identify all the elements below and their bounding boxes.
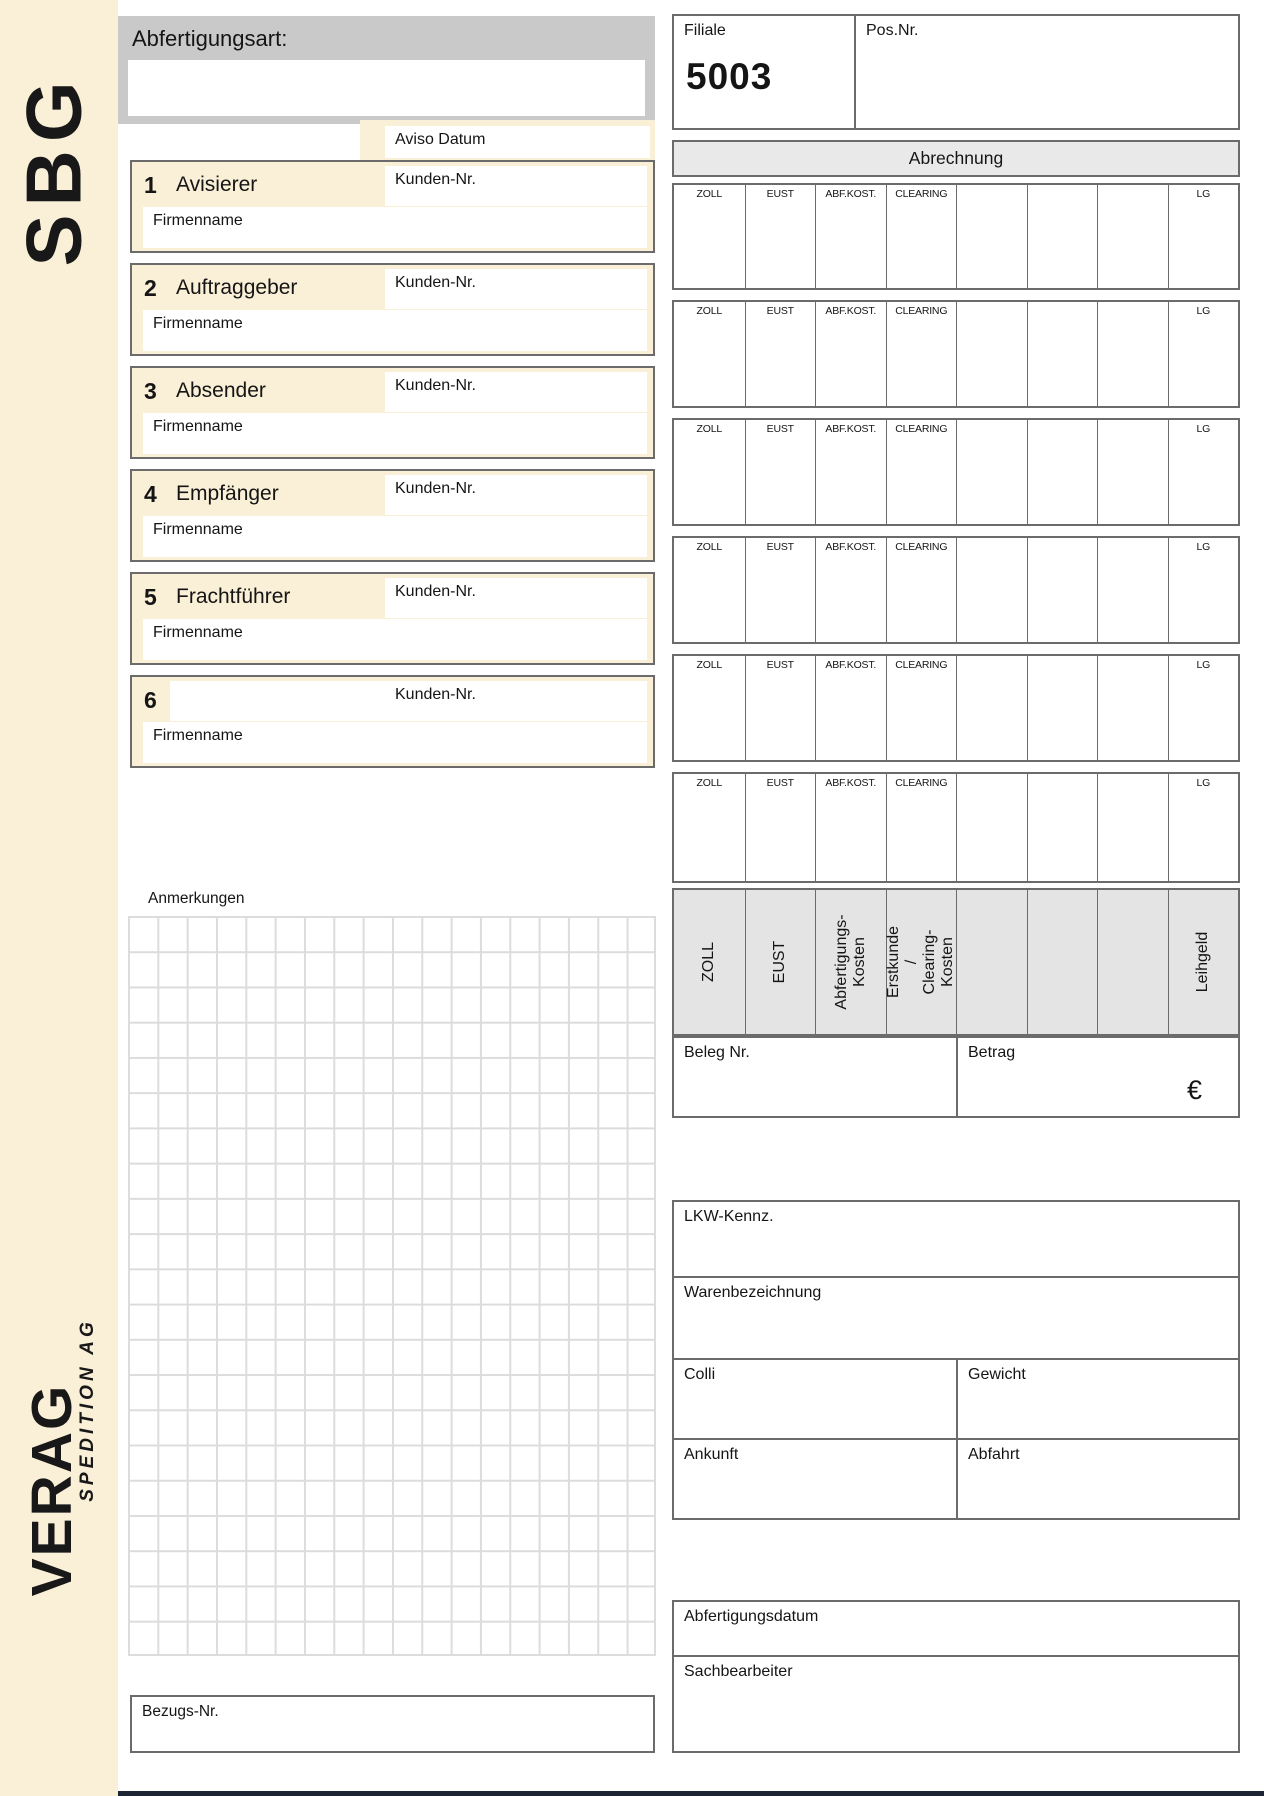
abrechnung-column-label: CLEARING (895, 541, 948, 553)
abrechnung-column-label: ZOLL (696, 659, 722, 671)
abrechnung-column-label: EUST (766, 188, 794, 200)
abrechnung-footer-label: Abfertigungs- Kosten (832, 914, 868, 1010)
firmenname-field[interactable] (143, 207, 647, 248)
firmenname-field[interactable] (143, 516, 647, 557)
section-number: 3 (144, 378, 157, 404)
abrechnung-footer-row (672, 888, 1240, 1036)
party-name-field[interactable] (170, 681, 386, 721)
sachbearbeiter-label: Sachbearbeiter (684, 1663, 793, 1680)
gewicht-label: Gewicht (968, 1366, 1026, 1383)
abrechnung-column-label: ZOLL (696, 305, 722, 317)
abrechnung-cell[interactable] (674, 420, 745, 524)
kunden-nr-label: Kunden-Nr. (395, 171, 476, 188)
abrechnung-column-label: CLEARING (895, 659, 948, 671)
beleg-nr-label: Beleg Nr. (684, 1044, 750, 1061)
colli-gewicht-row (674, 1360, 1238, 1440)
abrechnung-cell[interactable] (815, 774, 886, 881)
abrechnung-cell[interactable] (956, 185, 1027, 288)
filiale-cell (674, 16, 856, 128)
kunden-nr-label: Kunden-Nr. (395, 377, 476, 394)
ankunft-field[interactable] (674, 1440, 958, 1518)
abrechnung-cell[interactable] (886, 420, 957, 524)
aviso-datum-block (360, 120, 655, 161)
abrechnung-cell[interactable] (1027, 656, 1098, 760)
firmenname-label: Firmenname (153, 624, 243, 641)
sbg-logo: SBG (9, 73, 98, 267)
bezugs-nr-field[interactable] (130, 1695, 655, 1753)
abrechnung-row-block (672, 183, 1240, 290)
gewicht-field[interactable] (958, 1360, 1238, 1438)
abrechnung-header (672, 140, 1240, 177)
abrechnung-row-block (672, 300, 1240, 408)
abrechnung-cell[interactable] (1027, 774, 1098, 881)
section-title: Avisierer (176, 173, 258, 196)
party-section-1 (130, 160, 655, 253)
warenbezeichnung-label: Warenbezeichnung (684, 1284, 822, 1301)
abrechnung-cell[interactable] (674, 774, 745, 881)
party-section-2 (130, 263, 655, 356)
filiale-label: Filiale (684, 22, 726, 39)
warenbezeichnung-field[interactable] (674, 1278, 1238, 1360)
abrechnung-cell[interactable] (886, 185, 957, 288)
abrechnung-cell[interactable] (745, 185, 816, 288)
kunden-nr-label: Kunden-Nr. (395, 583, 476, 600)
abrechnung-cell[interactable] (1168, 420, 1239, 524)
anmerkungen-grid[interactable] (128, 916, 656, 1656)
abrechnung-column-label: EUST (766, 423, 794, 435)
ankunft-label: Ankunft (684, 1446, 739, 1463)
abrechnung-footer-cell (674, 890, 745, 1034)
abrechnung-cell[interactable] (1097, 774, 1168, 881)
abfertigungsdatum-field[interactable] (674, 1602, 1238, 1657)
colli-label: Colli (684, 1366, 716, 1383)
pos-nr-label: Pos.Nr. (866, 22, 919, 39)
kunden-nr-field[interactable] (385, 166, 647, 206)
abrechnung-column-label: LG (1196, 423, 1211, 435)
abrechnung-column-label: EUST (766, 777, 794, 789)
abrechnung-cell[interactable] (956, 774, 1027, 881)
abrechnung-column-label: EUST (766, 659, 794, 671)
abrechnung-column-label: EUST (766, 305, 794, 317)
section-number: 2 (144, 275, 157, 301)
abrechnung-cell[interactable] (1027, 538, 1098, 642)
kunden-nr-field[interactable] (385, 578, 647, 618)
kunden-nr-label: Kunden-Nr. (395, 480, 476, 497)
abrechnung-cell[interactable] (1168, 656, 1239, 760)
section-title: Absender (176, 379, 266, 402)
abfahrt-label: Abfahrt (968, 1446, 1020, 1463)
abrechnung-row-block (672, 654, 1240, 762)
abrechnung-cell[interactable] (745, 774, 816, 881)
abfertigungsart-field[interactable] (128, 60, 645, 116)
abfertigungsdatum-label: Abfertigungsdatum (684, 1608, 819, 1625)
abrechnung-column-label: LG (1196, 659, 1211, 671)
aviso-datum-label: Aviso Datum (395, 131, 486, 148)
abrechnung-cell[interactable] (1027, 302, 1098, 406)
verag-logo: VERAG (20, 1383, 84, 1597)
section-number: 6 (144, 687, 157, 713)
firmenname-field[interactable] (143, 722, 647, 763)
abrechnung-cell[interactable] (956, 656, 1027, 760)
abrechnung-cell[interactable] (1168, 538, 1239, 642)
firmenname-label: Firmenname (153, 315, 243, 332)
abrechnung-cell[interactable] (815, 656, 886, 760)
abrechnung-cell[interactable] (674, 185, 745, 288)
party-section-6 (130, 675, 655, 768)
abrechnung-footer-cell (745, 890, 816, 1034)
lkw-kennz-field[interactable] (674, 1202, 1238, 1278)
section-title: Empfänger (176, 482, 279, 505)
abrechnung-footer-cell (815, 890, 886, 1034)
abrechnung-footer-cell (886, 890, 957, 1034)
anmerkungen-label: Anmerkungen (148, 890, 245, 907)
abrechnung-cell[interactable] (886, 538, 957, 642)
abfertigungsart-label: Abfertigungsart: (132, 26, 288, 51)
filiale-value: 5003 (686, 56, 773, 97)
abrechnung-cell[interactable] (886, 774, 957, 881)
abrechnung-cell[interactable] (674, 538, 745, 642)
abrechnung-column-label: CLEARING (895, 423, 948, 435)
abrechnung-footer-label: EUST (771, 940, 789, 984)
abrechnung-column-label: ZOLL (696, 777, 722, 789)
abrechnung-cell[interactable] (956, 302, 1027, 406)
firmenname-label: Firmenname (153, 212, 243, 229)
sachbearbeiter-field[interactable] (674, 1657, 1238, 1751)
abrechnung-column-label: ABF.KOST. (825, 659, 877, 671)
kunden-nr-field[interactable] (385, 372, 647, 412)
ankunft-abfahrt-row (674, 1440, 1238, 1518)
abrechnung-footer-label: Leihgeld (1194, 931, 1212, 993)
abrechnung-column-label: ABF.KOST. (825, 188, 877, 200)
abrechnung-cell[interactable] (745, 656, 816, 760)
kunden-nr-field[interactable] (385, 475, 647, 515)
abrechnung-column-label: ZOLL (696, 423, 722, 435)
abrechnung-cell[interactable] (745, 538, 816, 642)
abrechnung-cell[interactable] (815, 302, 886, 406)
betrag-field[interactable] (958, 1038, 1238, 1116)
abrechnung-column-label: ABF.KOST. (825, 777, 877, 789)
abrechnung-cell[interactable] (886, 302, 957, 406)
abrechnung-footer-label: Erstkunde / Clearing-Kosten (885, 925, 957, 999)
abrechnung-column-label: LG (1196, 305, 1211, 317)
abrechnung-cell[interactable] (815, 185, 886, 288)
abfahrt-field[interactable] (958, 1440, 1238, 1518)
abrechnung-cell[interactable] (1168, 774, 1239, 881)
kunden-nr-field[interactable] (385, 269, 647, 309)
section-number: 4 (144, 481, 157, 507)
abrechnung-footer-cell (956, 890, 1027, 1034)
aviso-datum-field[interactable] (385, 126, 650, 158)
abrechnung-footer-label: ZOLL (700, 941, 718, 983)
abrechnung-footer-cell (1027, 890, 1098, 1034)
abrechnung-column-label: LG (1196, 541, 1211, 553)
beleg-nr-field[interactable] (674, 1038, 958, 1116)
kunden-nr-label: Kunden-Nr. (395, 274, 476, 291)
beleg-betrag-box (672, 1036, 1240, 1118)
abrechnung-footer-cell (1097, 890, 1168, 1034)
kunden-nr-label: Kunden-Nr. (395, 686, 476, 703)
abrechnung-column-label: LG (1196, 777, 1211, 789)
firmenname-label: Firmenname (153, 727, 243, 744)
abrechnung-cell[interactable] (956, 420, 1027, 524)
abrechnung-cell[interactable] (815, 538, 886, 642)
kunden-nr-field[interactable] (385, 681, 647, 721)
abrechnung-column-label: ABF.KOST. (825, 423, 877, 435)
abrechnung-column-label: CLEARING (895, 188, 948, 200)
abrechnung-row-block (672, 536, 1240, 644)
section-title: Auftraggeber (176, 276, 298, 299)
abrechnung-column-label: ABF.KOST. (825, 305, 877, 317)
abrechnung-footer-cell (1168, 890, 1239, 1034)
abrechnung-cell[interactable] (674, 302, 745, 406)
abrechnung-cell[interactable] (1168, 185, 1239, 288)
abrechnung-column-label: ZOLL (696, 541, 722, 553)
abrechnung-cell[interactable] (1097, 185, 1168, 288)
abrechnung-cell[interactable] (1168, 302, 1239, 406)
bottom-edge-bar (118, 1791, 1264, 1796)
processing-box (672, 1600, 1240, 1753)
abrechnung-cell[interactable] (886, 656, 957, 760)
abrechnung-column-label: ABF.KOST. (825, 541, 877, 553)
euro-symbol: € (1186, 1075, 1202, 1105)
abfertigungsart-block (118, 16, 655, 124)
abrechnung-column-label: ZOLL (696, 188, 722, 200)
abrechnung-title: Abrechnung (908, 148, 1004, 168)
firmenname-label: Firmenname (153, 521, 243, 538)
abrechnung-cell[interactable] (745, 420, 816, 524)
section-number: 5 (144, 584, 157, 610)
abrechnung-cell[interactable] (1027, 420, 1098, 524)
abrechnung-cell[interactable] (1097, 538, 1168, 642)
abrechnung-column-label: CLEARING (895, 777, 948, 789)
firmenname-field[interactable] (143, 413, 647, 454)
firmenname-field[interactable] (143, 310, 647, 351)
betrag-label: Betrag (968, 1044, 1016, 1061)
verag-logo-subtitle: SPEDITION AG (77, 1318, 98, 1502)
abrechnung-cell[interactable] (1027, 185, 1098, 288)
section-title: Frachtführer (176, 585, 291, 608)
firmenname-label: Firmenname (153, 418, 243, 435)
abrechnung-column-label: CLEARING (895, 305, 948, 317)
section-number: 1 (144, 172, 157, 198)
firmenname-field[interactable] (143, 619, 647, 660)
party-section-5 (130, 572, 655, 665)
abrechnung-column-label: LG (1196, 188, 1211, 200)
abrechnung-row-block (672, 418, 1240, 526)
abrechnung-column-label: EUST (766, 541, 794, 553)
lkw-kennz-label: LKW-Kennz. (684, 1208, 774, 1225)
pos-nr-field[interactable] (856, 16, 1238, 128)
shipment-box (672, 1200, 1240, 1520)
party-section-3 (130, 366, 655, 459)
colli-field[interactable] (674, 1360, 958, 1438)
abrechnung-cell[interactable] (674, 656, 745, 760)
abrechnung-cell[interactable] (1097, 420, 1168, 524)
abrechnung-cell[interactable] (745, 302, 816, 406)
abrechnung-cell[interactable] (956, 538, 1027, 642)
abrechnung-cell[interactable] (1097, 656, 1168, 760)
bezugs-nr-label: Bezugs-Nr. (142, 1703, 219, 1720)
abrechnung-cell[interactable] (815, 420, 886, 524)
abrechnung-cell[interactable] (1097, 302, 1168, 406)
filiale-posnr-box (672, 14, 1240, 130)
abrechnung-row-block (672, 772, 1240, 883)
party-section-4 (130, 469, 655, 562)
